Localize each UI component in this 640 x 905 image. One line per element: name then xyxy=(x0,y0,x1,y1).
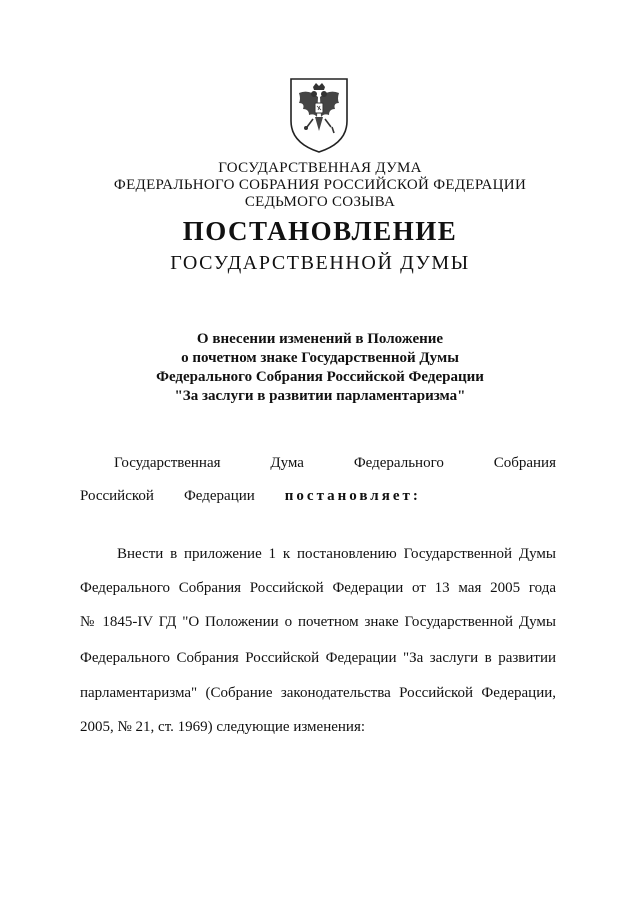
preamble-word: Дума xyxy=(270,455,304,471)
body-line-4: Федерального Собрания Российской Федерации "За заслуги в развитии xyxy=(80,650,556,666)
header-line-2: ФЕДЕРАЛЬНОГО СОБРАНИЯ РОССИЙСКОЙ ФЕДЕРАЦИИ xyxy=(113,177,527,193)
preamble-word: Российской xyxy=(80,488,154,504)
preamble-word: Собрания xyxy=(493,455,556,471)
subject-line-4: "За заслуги в развитии парламентаризма" xyxy=(174,388,466,404)
document-title: ПОСТАНОВЛЕНИЕ xyxy=(182,216,458,246)
subject-line-1: О внесении изменений в Положение xyxy=(196,331,444,347)
coat-of-arms-icon xyxy=(287,75,351,155)
body-line-3: № 1845-IV ГД "О Положении о почетном знаке Государственной Думы xyxy=(80,614,556,630)
document-subtitle: ГОСУДАРСТВЕННОЙ ДУМЫ xyxy=(170,252,470,274)
body-line-5: парламентаризма" (Собрание законодательства Российской Федерации, xyxy=(80,685,556,701)
body-line-2: Федерального Собрания Российской Федерации от 13 мая 2005 года xyxy=(80,580,556,596)
preamble-row-2 xyxy=(80,488,556,505)
preamble-word: Федерального xyxy=(353,455,444,471)
preamble-word: Федерации xyxy=(183,488,255,504)
header-line-1: ГОСУДАРСТВЕННАЯ ДУМА xyxy=(218,160,422,176)
preamble-row-1 xyxy=(114,455,556,472)
body-line-1: Внести в приложение 1 к постановлению Государственной Думы xyxy=(117,546,556,562)
subject-line-2: о почетном знаке Государственной Думы xyxy=(181,350,459,366)
preamble-word: Государственная xyxy=(114,455,221,471)
body-line-6: 2005, № 21, ст. 1969) следующие изменения: xyxy=(80,719,366,735)
header-line-3: СЕДЬМОГО СОЗЫВА xyxy=(244,194,396,210)
subject-line-3: Федерального Собрания Российской Федерации xyxy=(156,369,484,385)
decree-word: постановляет: xyxy=(284,488,421,504)
